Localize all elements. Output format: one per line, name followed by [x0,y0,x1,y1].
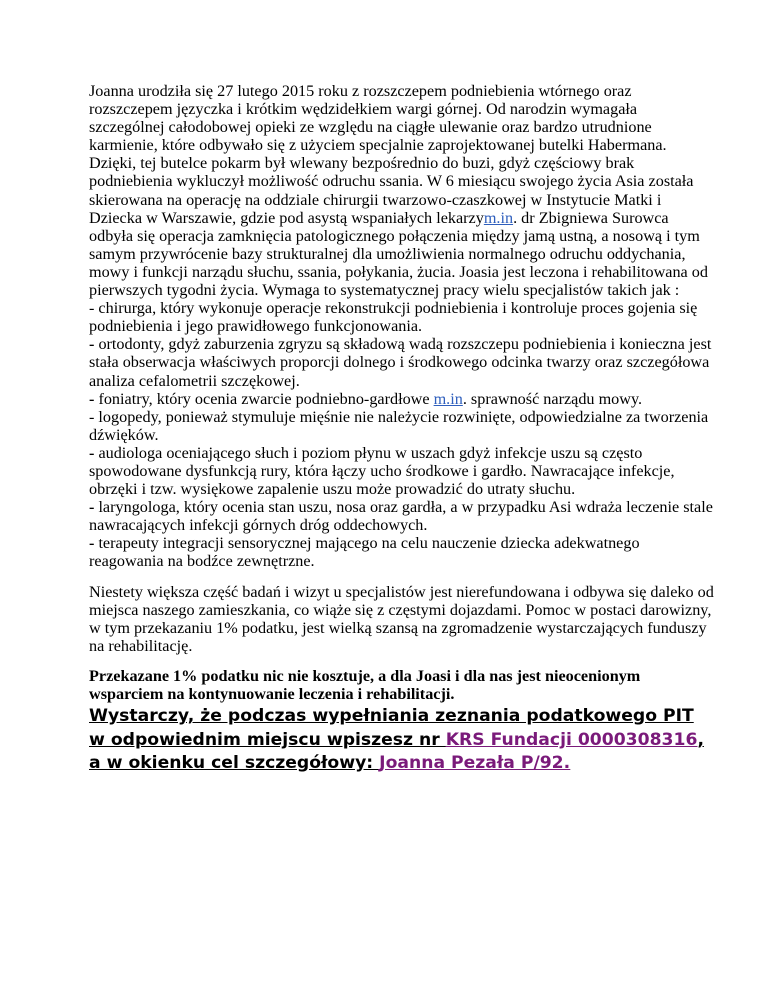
story-text: Joanna urodziła się 27 lutego 2015 roku z rozszczepem podniebienia wtórnego oraz rozszczepem języczka i krótkim wędzidełkiem wargi górnej. Od narodzin wymagała szczególnej całodobowej opieki ze względu na ciągłe ulewanie oraz bardzo utrudnione karmienie, które odbywało się z użyciem specjalnie zaprojektowanej butelki Habermana. Dzięki, tej butelce pokarm był wlewany bezpośrednio do buzi, gdyż częściowy brak podniebienia wykluczył możliwość odruchu ssania. W 6 miesiącu swojego życia Asia została skierowana na operację na oddziale chirurgii twarzowo-czaszkowej w Instytucie Matki i Dziecka w Warszawie, gdzie pod asystą wspaniałych lekarzy [89,82,694,227]
specialist-laryngologist: laryngologa, który ocenia stan uszu, nosa oraz gardła, a w przypadku Asi wdraża leczenie stale nawracających infekcji górnych dróg oddechowych. [89,498,713,535]
specialist-phoniatrist: foniatry, który ocenia zwarcie podniebno-gardłowe [94,389,434,408]
bullet-dash: - [89,335,95,354]
pit-instruction-text-continued: , a w okienku cel szczegółowy: [89,729,704,774]
story-paragraph [89,82,714,571]
specialist-surgeon: - chirurga, który wykonuje operacje rekonstrukcji podniebienia i kontroluje proces gojenia się podniebienia i jego prawidłowego funkcjonowania. [89,299,698,336]
detailed-goal: Joanna Pezała P/92. [379,753,571,774]
krs-number: KRS Fundacji 0000308316 [445,729,698,750]
document-page [89,82,714,776]
abbrev-link-min[interactable]: m.in [433,389,463,408]
specialist-phoniatrist-continued: . sprawność narządu mowy. [462,389,643,408]
tax-appeal-paragraph: Przekazane 1% podatku nic nie kosztuje, a dla Joasi i dla nas jest nieocenionym wsparciem na kontynuowanie leczenia i rehabilitacji. [89,666,641,703]
funding-paragraph: Niestety większa część badań i wizyt u specjalistów jest nierefundowana i odbywa się daleko od miejsca naszego zamieszkania, co wiąże się z częstymi dojazdami. Pomoc w postaci darowizny, w tym przekazaniu 1% podatku, jest wielką szansą na zgromadzenie wystarczających funduszy na rehabilitację. [89,582,714,655]
pit-instruction-paragraph [89,705,714,776]
specialist-sensory-therapist: terapeuty integracji sensorycznej mającego na celu nauczenie dziecka adekwatnego reagowania na bodźce zewnętrzne. [89,534,640,571]
specialist-orthodontist: ortodonty, gdyż zaburzenia zgryzu są składową wadą rozszczepu podniebienia i konieczna jest stała obserwacja właściwych proporcji dolnego i środkowego odcinka twarzy oraz szczegółowa analiza cefalometrii szczękowej. [89,335,712,390]
bullet-dash: - [89,389,95,408]
story-text-continued: . dr Zbigniewa Surowca odbyła się operacja zamknięcia patologicznego połączenia między jamą ustną, a nosową i tym samym przywrócenie bazy strukturalnej dla umożliwienia normalnego odruchu oddychania, mowy i funkcji narządu słuchu, ssania, połykania, żucia. Joasia jest leczona i rehabilitowana od pierwszych tygodni życia. Wymaga to systematycznej pracy wielu specjalistów takich jak : [89,208,708,300]
abbrev-link-min[interactable]: m.in [483,208,514,227]
bullet-dash: - [89,498,95,517]
bullet-dash: - [89,443,95,462]
specialist-audiologist: audiologa oceniającego słuch i poziom płynu w uszach gdyż infekcje uszu są często spowodowane dysfunkcją rury, która łączy ucho środkowe i gardło. Nawracające infekcje, obrzęki i tzw. wysiękowe zapalenie uszu może prowadzić do utraty słuchu. [89,443,675,499]
specialist-speech-therapist: - logopedy, ponieważ stymuluje mięśnie nie należycie rozwinięte, odpowiedzialne za tworzenia dźwięków. [89,407,709,444]
pit-instruction-text: Wystarczy, że podczas wypełniania zeznania podatkowego PIT w odpowiednim miejscu wpiszesz nr [89,706,694,750]
bullet-dash: - [89,534,95,553]
